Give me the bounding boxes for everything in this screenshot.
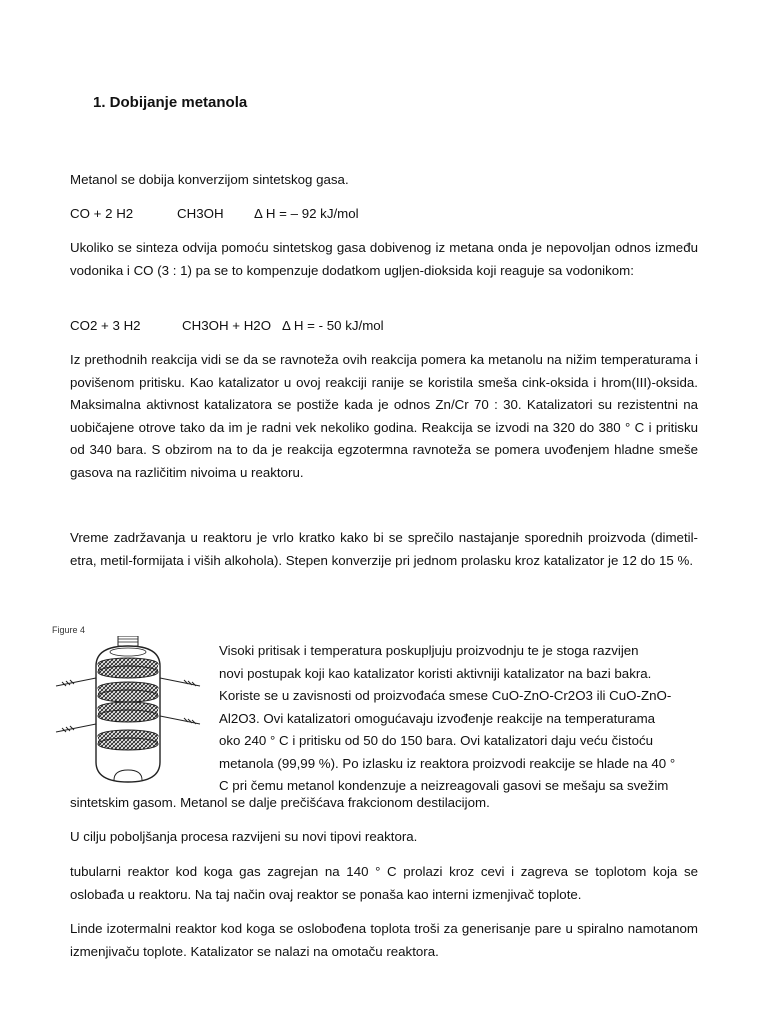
text-line: Al2O3. Ovi katalizatori omogućavaju izvođenje reakcije na temperaturama	[219, 710, 656, 726]
eq2-products: CH3OH + H2O	[182, 318, 272, 333]
reactor-figure	[48, 636, 208, 788]
paragraph-copper-catalyst-end: sintetskim gasom. Metanol se dalje prečišćava frakcionom destilacijom.	[70, 795, 490, 810]
paragraph-intro: Metanol se dobija konverzijom sintetskog gasa.	[70, 172, 349, 187]
text-line: metanola (99,99 %). Po izlasku iz reaktora proizvodi reakcije se hlade na 40 °	[219, 755, 676, 771]
text-line: oko 240 ° C i pritisku od 50 do 150 bara. Ovi katalizatori daju veću čistoću	[219, 733, 654, 748]
equation-2	[70, 315, 384, 338]
text-line: novi postupak koji kao katalizator koristi aktivniji katalizator na bazi bakra.	[219, 665, 652, 681]
paragraph-tubular-reactor: tubularni reaktor kod koga gas zagrejan na 140 ° C prolazi kroz cevi i zagreva se toplotom koja se oslobađa u reaktoru. Na taj način ovaj reaktor se ponaša kao interni izmenjivač toplote.	[70, 864, 698, 902]
paragraph-synthesis-gas: Ukoliko se sinteza odvija pomoću sintetskog gasa dobivenog iz metana onda je nepovoljan odnos između vodonika i CO (3 : 1) pa se to kompenzuje dodatkom ugljen-dioksida koji reaguje sa vodonikom:	[70, 240, 698, 278]
paragraph-new-reactors: U cilju poboljšanja procesa razvijeni su novi tipovi reaktora.	[70, 829, 418, 844]
equation-1	[70, 203, 359, 226]
text-line: Koriste se u zavisnosti od proizvođaća smese CuO-ZnO-Cr2O3 ili CuO-ZnO-	[219, 688, 672, 703]
figure-caption: Figure 4	[52, 625, 86, 635]
eq1-products: CH3OH	[177, 206, 224, 221]
section-heading: 1. Dobijanje metanola	[93, 94, 248, 111]
eq2-reactants: CO2 + 3 H2	[70, 318, 141, 333]
eq1-reactants: CO + 2 H2	[70, 206, 134, 221]
paragraph-copper-catalyst	[219, 640, 698, 798]
paragraph-residence-time: Vreme zadržavanja u reaktoru je vrlo kratko kako bi se sprečilo nastajanje sporednih proizvoda (dimetil-etra, metil-formijata i viših alkohola). Stepen konverzije pri jednom prolasku kroz katalizator je 12 do 15 %.	[70, 530, 698, 568]
eq2-enthalpy: Δ H = - 50 kJ/mol	[282, 318, 384, 333]
text-line: Visoki pritisak i temperatura poskupljuju proizvodnju te je stoga razvijen	[219, 643, 639, 658]
paragraph-equilibrium: Iz prethodnih reakcija vidi se da se ravnoteža ovih reakcija pomera ka metanolu na nižim temperaturama i povišenom pritisku. Kao katalizator u ovoj reakciji ranije se koristila smeša cink-oksida i hrom(III)-oksida. Maksimalna aktivnost katalizatora se postiže kada je odnos Zn/Cr 70 : 30. Katalizatori su rezistentni na uobičajene otrove tako da im je radni vek nekoliko godina. Reakcija se izvodi na 320 do 380 ° C i pritisku od 340 bara. S obzirom na to da je reakcija egzotermna ravnoteža se pomera uvođenjem hladne smeše gasova na različitim nivoima u reaktoru.	[70, 352, 698, 480]
text-line: C pri čemu metanol kondenzuje a neizreagovali gasovi se mešaju sa svežim	[219, 778, 669, 793]
eq1-enthalpy: Δ H = – 92 kJ/mol	[254, 206, 359, 221]
catalyst-beds	[98, 658, 158, 750]
paragraph-linde-reactor: Linde izotermalni reaktor kod koga se oslobođena toplota troši za generisanje pare u spiralno namotanom izmenjivaču toplote. Katalizator se nalazi na omotaču reaktora.	[70, 921, 698, 959]
